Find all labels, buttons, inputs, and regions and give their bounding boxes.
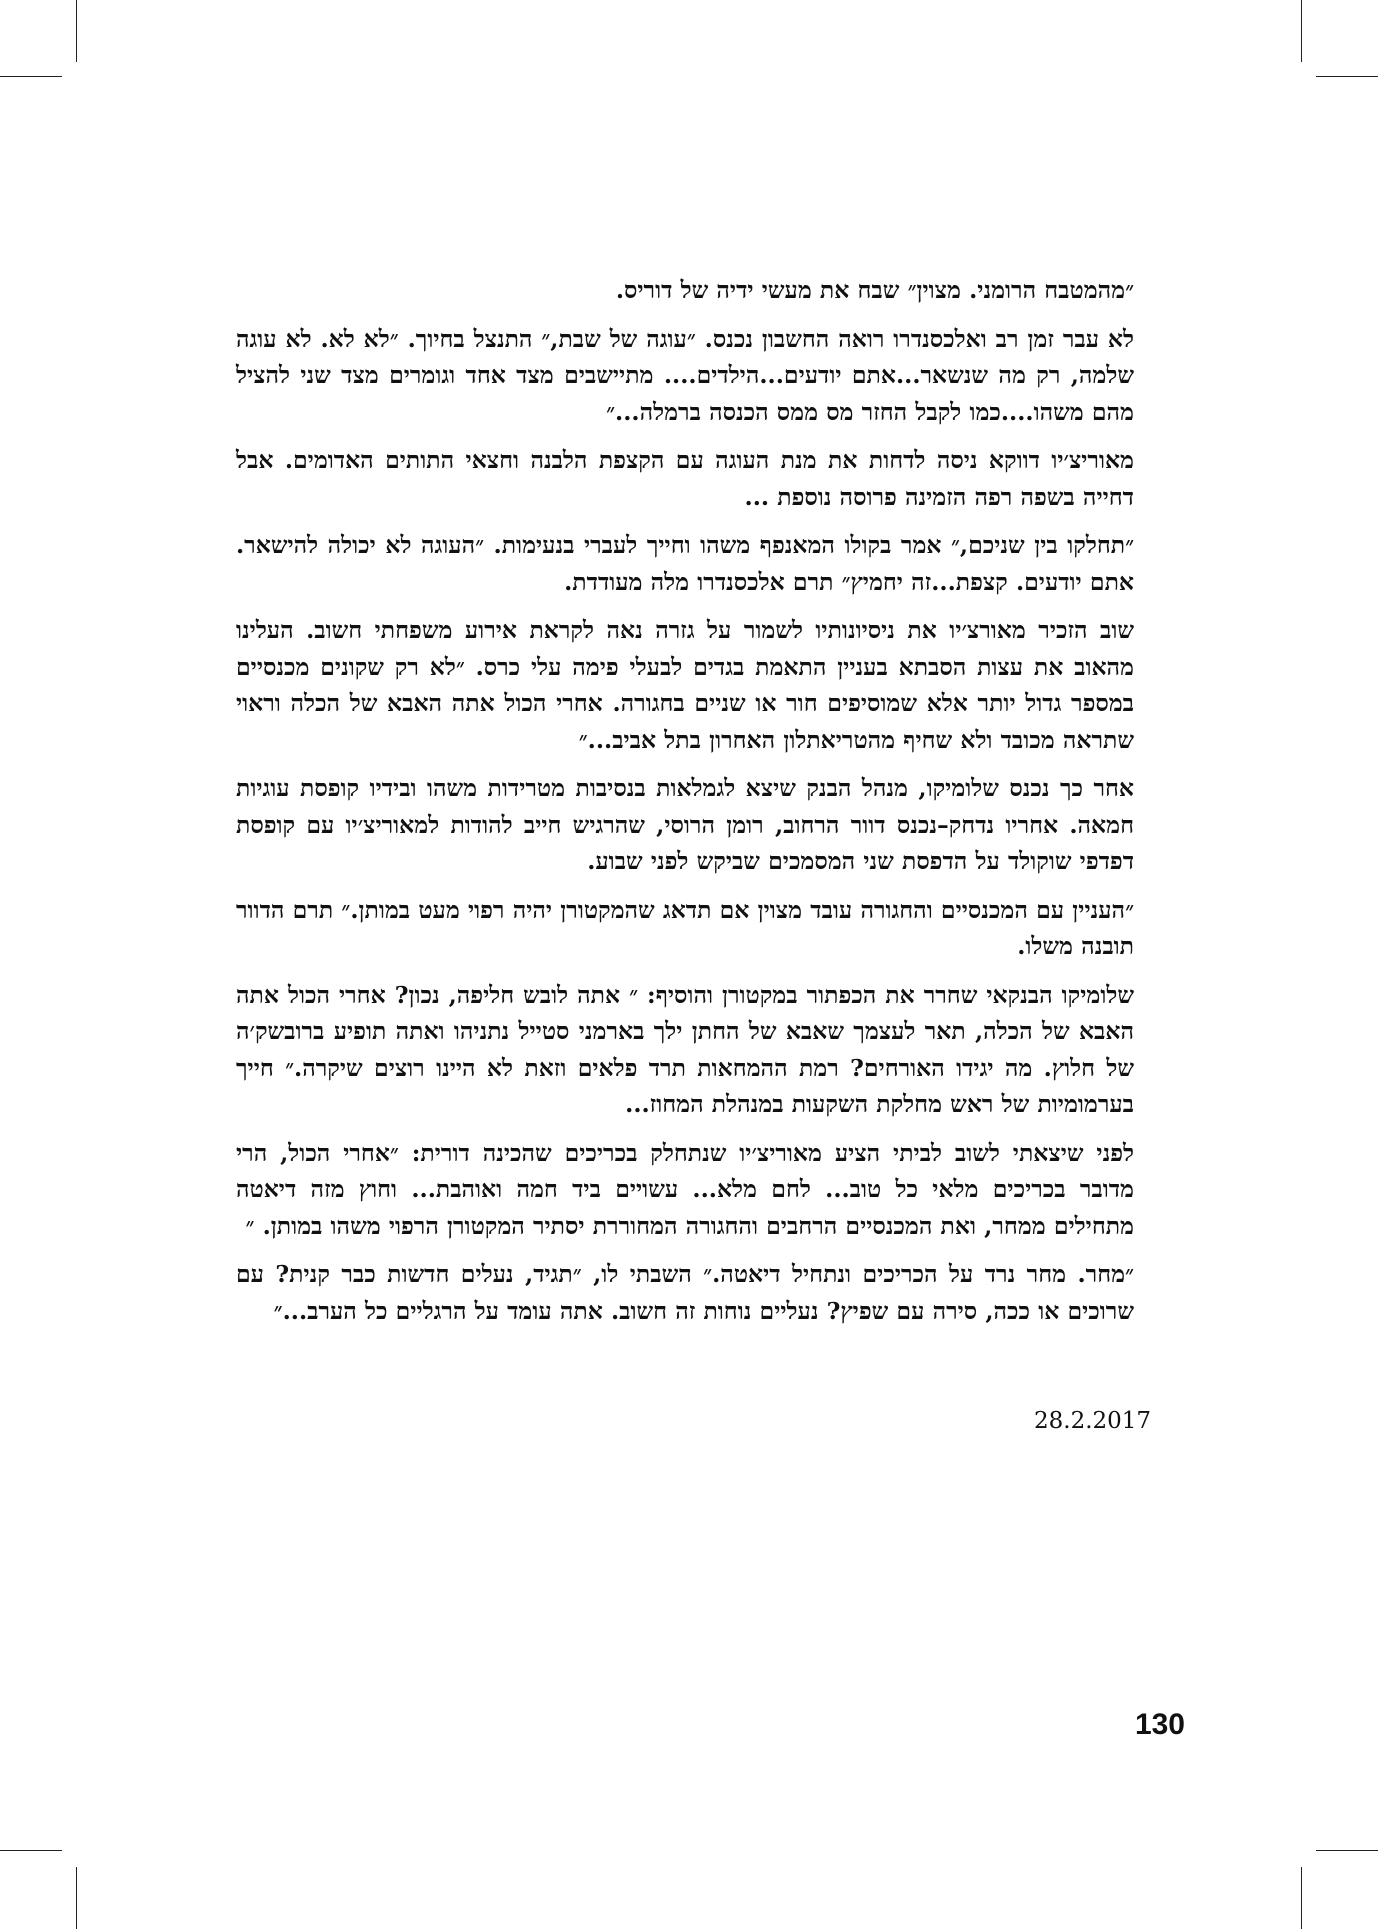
paragraph: שוב הזכיר מאורצ׳יו את ניסיונותיו לשמור על גזרה נאה לקראת אירוע משפחתי חשוב. העלינו מהאוב את עצות הסבתא בעניין התאמת בגדים לבעלי פימה עלי כרס. ״לא רק שקונים מכנסיים במספר גדול יותר אלא שמוסיפים חור או שניים בחגורה. אחרי הכול אתה האבא של הכלה וראוי שתראה מכובד ולא שחיף מהטריאתלון האחרון בתל אביב...״	[236, 616, 1134, 754]
crop-mark-bottom-right	[1301, 1867, 1302, 1929]
paragraph: שלומיקו הבנקאי שחרר את הכפתור במקטורן והוסיף: ״ אתה לובש חליפה, נכון? אחרי הכול אתה האבא של הכלה, תאר לעצמך שאבא של החתן ילך בארמני סטייל נתניהו ואתה תופיע ברובשק׳ה של חלוץ. מה יגידו האורחים? רמת ההמחאות תרד פלאים וזאת לא היינו רוצים שיקרה.״ חייך בערמומיות של ראש מחלקת השקעות במנהלת המחוז...	[236, 980, 1134, 1118]
crop-mark-top-right	[1301, 0, 1302, 62]
crop-mark-top-left	[76, 0, 77, 62]
crop-mark-bottom-left-h	[0, 1850, 62, 1851]
paragraph: לפני שיצאתי לשוב לביתי הציע מאוריצ׳יו שנתחלק בכריכים שהכינה דורית: ״אחרי הכול, הרי מדובר בכריכים מלאי כל טוב... לחם מלא... עשויים ביד חמה ואוהבת... וחוץ מזה דיאטה מתחילים ממחר, ואת המכנסיים הרחבים והחגורה המחוררת יסתיר המקטורן הרפוי משהו במותן. ״	[236, 1138, 1134, 1240]
date-stamp: 28.2.2017	[1034, 1408, 1152, 1434]
paragraph: לא עבר זמן רב ואלכסנדרו רואה החשבון נכנס. ״עוגה של שבת,״ התנצל בחיוך. ״לא לא. לא עוגה שלמה, רק מה שנשאר...אתם יודעים...הילדים.... מתיישבים מצד אחד וגומרים מצד שני להציל מהם משהו....כמו לקבל החזר מס ממס הכנסה ברמלה...״	[236, 324, 1134, 426]
page-number: 130	[1134, 1708, 1185, 1741]
body-text	[236, 272, 1134, 1341]
paragraph: ״מהמטבח הרומני. מצוין״ שבח את מעשי ידיה של דוריס.	[615, 276, 1134, 304]
paragraph: ״תחלקו בין שניכם,״ אמר בקולו המאנפף משהו וחייך לעברי בנעימות. ״העוגה לא יכולה להישאר. אתם יודעים. קצפת...זה יחמיץ״ תרם אלכסנדרו מלה מעודדת.	[236, 531, 1134, 596]
crop-mark-bottom-right-h	[1316, 1850, 1378, 1851]
crop-mark-bottom-left	[76, 1867, 77, 1929]
paragraph: ״מחר. מחר נרד על הכריכים ונתחיל דיאטה.״ השבתי לו, ״תגיד, נעלים חדשות כבר קנית? עם שרוכים או ככה, סירה עם שפיץ? נעליים נוחות זה חשוב. אתה עומד על הרגליים כל הערב...״	[236, 1260, 1134, 1325]
paragraph: ״העניין עם המכנסיים והחגורה עובד מצוין אם תדאג שהמקטורן יהיה רפוי מעט במותן.״ תרם הדוור תובנה משלו.	[236, 895, 1134, 960]
crop-mark-top-left-h	[0, 76, 62, 77]
paragraph: אחר כך נכנס שלומיקו, מנהל הבנק שיצא לגמלאות בנסיבות מטרידות משהו ובידיו קופסת עוגיות חמאה. אחריו נדחק–נכנס דוור הרחוב, רומן הרוסי, שהרגיש חייב להודות למאוריצ׳יו עם קופסת דפדפי שוקולד על הדפסת שני המסמכים שביקש לפני שבוע.	[236, 774, 1134, 875]
paragraph: מאוריצ׳יו דווקא ניסה לדחות את מנת העוגה עם הקצפת הלבנה וחצאי התותים האדומים. אבל דחייה בשפה רפה הזמינה פרוסה נוספת ...	[236, 446, 1134, 511]
crop-mark-top-right-h	[1316, 76, 1378, 77]
